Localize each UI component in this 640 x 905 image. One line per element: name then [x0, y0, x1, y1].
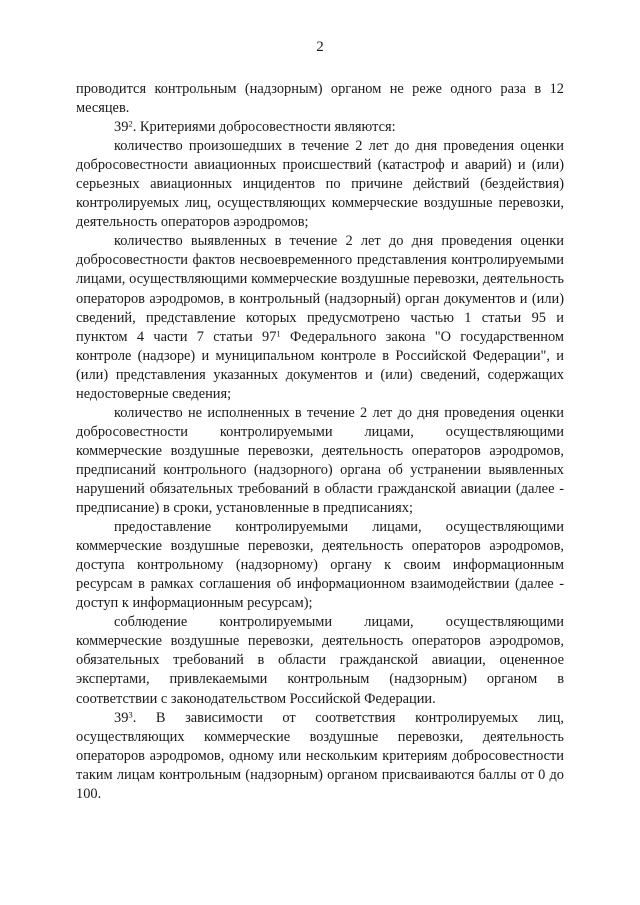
clause-text: . Критериями добросовестности являются:: [132, 119, 396, 136]
criterion-late-documents-text-cont: Федерального закона "О государственном контроле (надзоре) и муниципальном контроле в Российской Федерации", и (или) представления указанных документов и (или) сведений, содержащих недостоверные сведения;: [76, 328, 564, 402]
criterion-late-documents: [76, 232, 564, 403]
criterion-late-documents-text: количество выявленных в течение 2 лет до дня проведения оценки добросовестности фактов несвоевременного представления контролируемыми лицами, осуществляющими коммерческие воздушные перевозки, деятельность операторов аэродромов, в контрольный (надзорный) орган документов и (или) сведений, представление которых предусмотрено частью 1 статьи 95 и пунктом 4 части 7 статьи 97: [76, 233, 564, 345]
page-number: 2: [316, 39, 324, 55]
paragraph-39-2-heading: [76, 118, 564, 137]
clause-superscript: 2: [128, 118, 133, 129]
criterion-unfulfilled-orders: количество не исполненных в течение 2 лет до дня проведения оценки добросовестности контролируемыми лицами, осуществляющими коммерческие воздушные перевозки, деятельность операторов аэродромов, предписаний контрольного (надзорного) органа об устранении выявленных нарушений обязательных требований в области гражданской авиации (далее - предписание) в сроки, установленные в предписаниях;: [76, 404, 564, 517]
paragraph-continuation: проводится контрольным (надзорным) органом не реже одного раза в 12 месяцев.: [76, 81, 564, 117]
paragraph-39-3: [76, 709, 564, 804]
document-body: [76, 80, 564, 804]
criterion-expert-compliance: соблюдение контролируемыми лицами, осуществляющими коммерческие воздушные перевозки, деятельность операторов аэродромов, обязательных требований в области гражданской авиации, оцененное экспертами, привлекаемыми контрольным (надзорным) органом в соответствии с законодательством Российской Федерации.: [76, 614, 564, 707]
article-superscript: 1: [276, 327, 281, 338]
criterion-information-access: предоставление контролируемыми лицами, осуществляющими коммерческие воздушные перевозки, деятельность операторов аэродромов, доступа контрольному (надзорному) органу к своим информационным ресурсам в рамках соглашения об информационном взаимодействии (далее - доступ к информационным ресурсам);: [76, 519, 564, 612]
clause-superscript: 3: [128, 708, 133, 719]
criterion-accidents: количество произошедших в течение 2 лет до дня проведения оценки добросовестности авиационных происшествий (катастроф и аварий) и (или) серьезных авиационных инцидентов по причине действий (бездействия) контролируемых лиц, осуществляющих коммерческие воздушные перевозки, деятельность операторов аэродромов;: [76, 138, 564, 231]
clause-text: . В зависимости от соответствия контролируемых лиц, осуществляющих коммерческие воздушные перевозки, деятельность операторов аэродромов, одному или нескольким критериям добросовестности таким лицам контрольным (надзорным) органом присваиваются баллы от 0 до 100.: [76, 709, 564, 802]
clause-number: 39: [114, 709, 129, 726]
clause-number: 39: [114, 119, 129, 136]
